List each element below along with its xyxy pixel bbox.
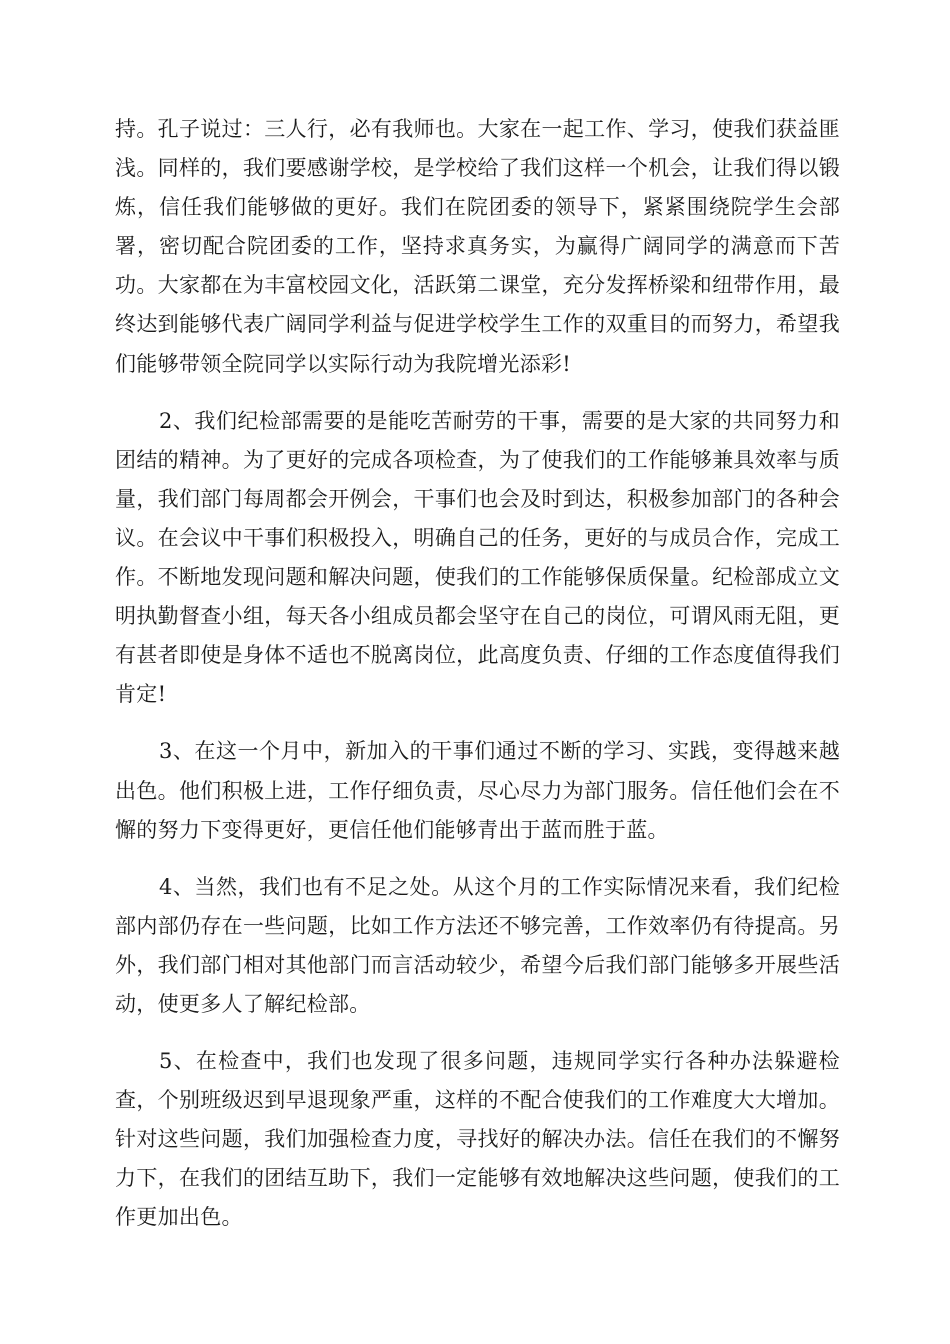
paragraph-item-3: 3、在这一个月中，新加入的干事们通过不断的学习、实践，变得越来越出色。他们积极上进，工作仔细负责，尽心尽力为部门服务。信任他们会在不懈的努力下变得更好，更信任他们能够青出于蓝而胜于蓝。 (115, 739, 840, 842)
paragraph-item-2: 2、我们纪检部需要的是能吃苦耐劳的干事，需要的是大家的共同努力和团结的精神。为了更好的完成各项检查，为了使我们的工作能够兼具效率与质量，我们部门每周都会开例会，干事们也会及时到达，积极参加部门的各种会议。在会议中干事们积极投入，明确自己的任务，更好的与成员合作，完成工作。不断地发现问题和解决问题，使我们的工作能够保质保量。纪检部成立文明执勤督查小组，每天各小组成员都会坚守在自己的岗位，可谓风雨无阻，更有甚者即使是身体不适也不脱离岗位，此高度负责、仔细的工作态度值得我们肯定! (115, 408, 840, 707)
paragraph-continuation: 持。孔子说过：三人行，必有我师也。大家在一起工作、学习，使我们获益匪浅。同样的，我们要感谢学校，是学校给了我们这样一个机会，让我们得以锻炼，信任我们能够做的更好。我们在院团委的领导下，紧紧围绕院学生会部署，密切配合院团委的工作，坚持求真务实，为赢得广阔同学的满意而下苦功。大家都在为丰富校园文化，活跃第二课堂，充分发挥桥梁和纽带作用，最终达到能够代表广阔同学利益与促进学校学生工作的双重目的而努力，希望我们能够带领全院同学以实际行动为我院增光添彩! (115, 117, 840, 376)
paragraph-item-5: 5、在检查中，我们也发现了很多问题，违规同学实行各种办法躲避检查，个别班级迟到早退现象严重，这样的不配合使我们的工作难度大大增加。针对这些问题，我们加强检查力度，寻找好的解决办法。信任在我们的不懈努力下，在我们的团结互助下，我们一定能够有效地解决这些问题，使我们的工作更加出色。 (115, 1049, 840, 1230)
paragraph-item-4: 4、当然，我们也有不足之处。从这个月的工作实际情况来看，我们纪检部内部仍存在一些问题，比如工作方法还不够完善，工作效率仍有待提高。另外，我们部门相对其他部门而言活动较少，希望今后我们部门能够多开展些活动，使更多人了解纪检部。 (115, 874, 840, 1016)
document-body (115, 110, 840, 1238)
